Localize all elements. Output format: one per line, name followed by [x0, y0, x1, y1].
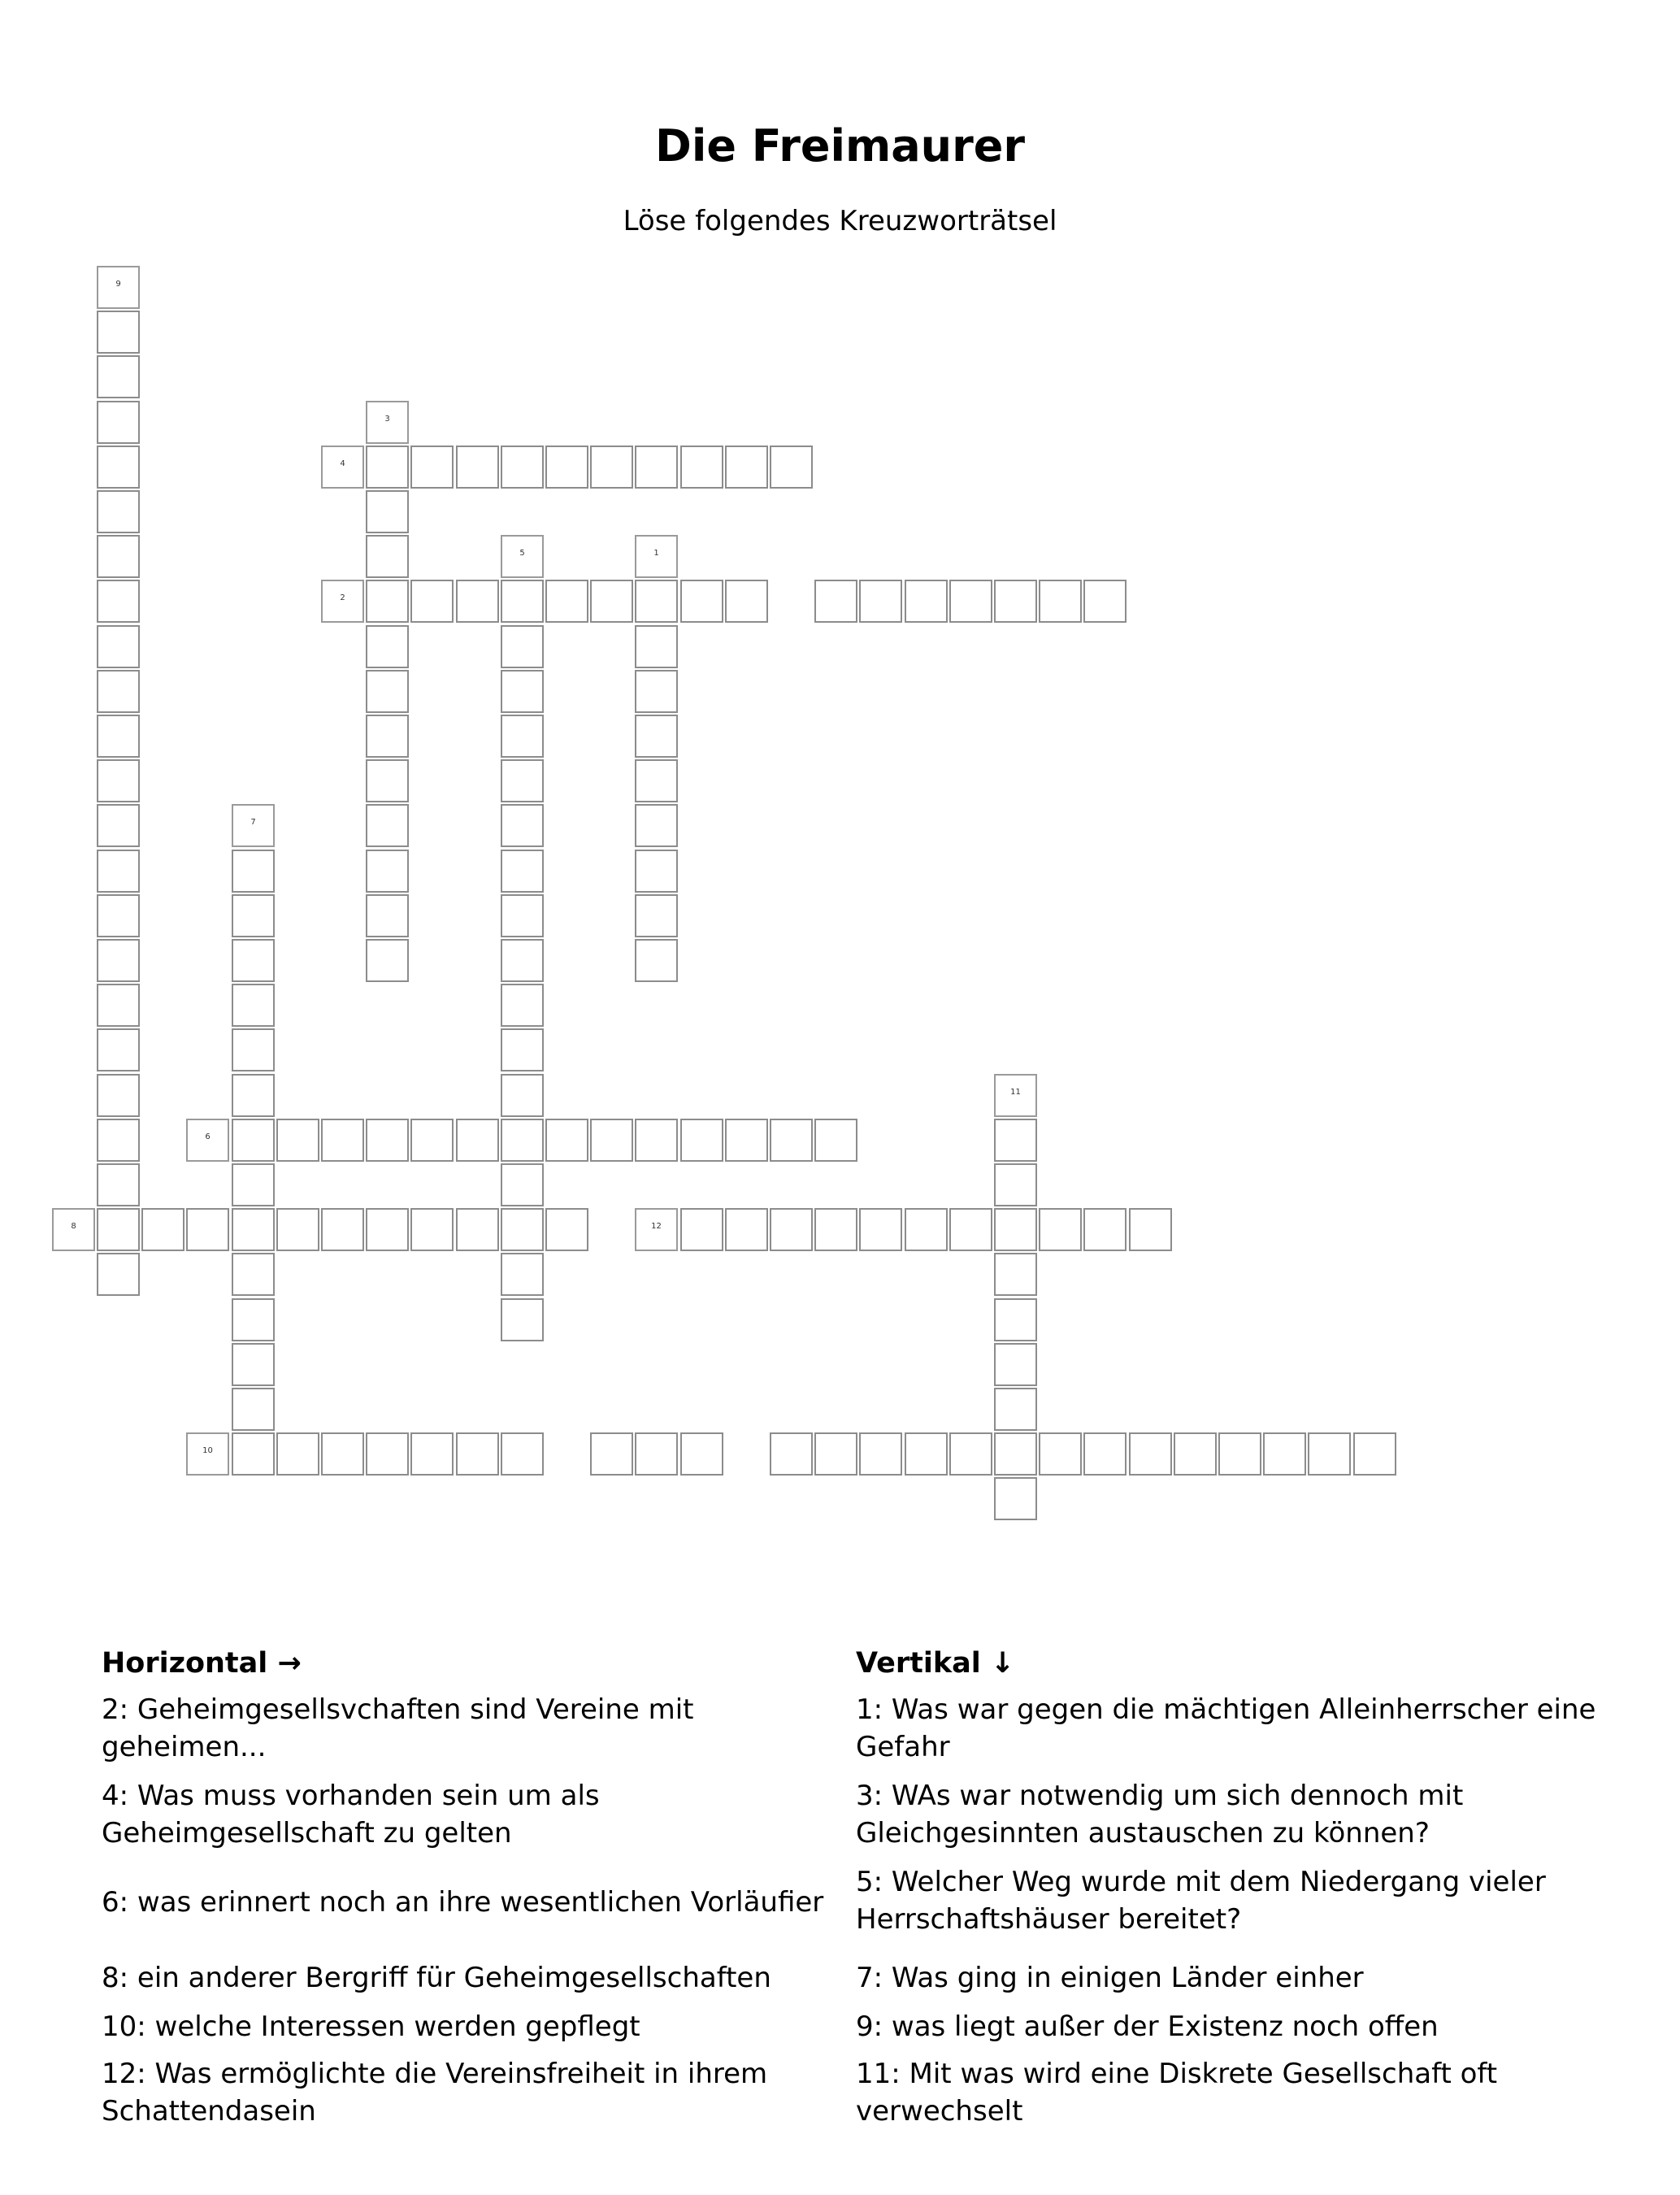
clue-number: 9	[115, 280, 121, 289]
crossword-cell[interactable]	[1129, 1208, 1172, 1251]
clue-across-2: 2: Geheimgesellsvchaften sind Vereine mit geheimen...	[102, 1693, 694, 1763]
crossword-cell[interactable]	[635, 759, 678, 802]
crossword-cell[interactable]	[366, 804, 409, 847]
crossword-cell[interactable]	[276, 1119, 319, 1162]
crossword-cell[interactable]	[994, 1298, 1037, 1341]
crossword-cell[interactable]	[366, 580, 409, 623]
crossword-cell[interactable]	[814, 580, 857, 623]
crossword-cell[interactable]	[814, 1208, 857, 1251]
crossword-cell[interactable]	[321, 1208, 364, 1251]
crossword-cell[interactable]	[366, 1119, 409, 1162]
crossword-cell[interactable]	[635, 850, 678, 893]
clue-number-cell	[635, 1208, 678, 1251]
crossword-cell[interactable]	[232, 894, 275, 937]
horizontal-heading: Horizontal →	[102, 1647, 302, 1680]
crossword-cell[interactable]	[97, 715, 140, 758]
crossword-cell[interactable]	[366, 670, 409, 713]
crossword-cell[interactable]	[97, 446, 140, 489]
crossword-cell[interactable]	[456, 446, 499, 489]
crossword-cell[interactable]	[725, 1119, 768, 1162]
crossword-cell[interactable]	[680, 1432, 723, 1476]
crossword-cell[interactable]	[635, 939, 678, 982]
crossword-cell[interactable]	[97, 1208, 140, 1251]
vertical-heading: Vertikal ↓	[856, 1647, 1015, 1680]
clue-across-6: 6: was erinnert noch an ihre wesentlichen Vorläufier	[102, 1886, 824, 1919]
clue-down-9: 9: was liegt außer der Existenz noch offen	[856, 2010, 1439, 2043]
crossword-cell[interactable]	[949, 580, 992, 623]
crossword-cell[interactable]	[97, 850, 140, 893]
crossword-cell[interactable]	[680, 446, 723, 489]
crossword-cell[interactable]	[994, 1477, 1037, 1520]
clue-number-cell	[321, 580, 364, 623]
crossword-cell[interactable]	[97, 1028, 140, 1071]
crossword-cell[interactable]	[545, 1208, 588, 1251]
crossword-cell[interactable]	[1039, 1208, 1082, 1251]
crossword-cell[interactable]	[366, 625, 409, 668]
clue-number-cell	[366, 401, 409, 444]
crossword-cell[interactable]	[1308, 1432, 1351, 1476]
crossword-cell[interactable]	[97, 401, 140, 444]
crossword-cell[interactable]	[501, 1163, 544, 1206]
crossword-cell[interactable]	[1083, 1208, 1127, 1251]
clue-number: 12	[651, 1222, 662, 1231]
clue-down-3: 3: WAs war notwendig um sich dennoch mit Gleichgesinnten austauschen zu können?	[856, 1780, 1464, 1849]
crossword-cell[interactable]	[97, 939, 140, 982]
crossword-cell[interactable]	[366, 1432, 409, 1476]
page-subtitle: Löse folgendes Kreuzworträtsel	[623, 205, 1057, 237]
crossword-cell[interactable]	[501, 1253, 544, 1296]
crossword-cell[interactable]	[770, 446, 813, 489]
crossword-cell[interactable]	[905, 1432, 948, 1476]
crossword-cell[interactable]	[97, 1074, 140, 1117]
crossword-cell[interactable]	[1218, 1432, 1261, 1476]
crossword-cell[interactable]	[321, 1432, 364, 1476]
crossword-cell[interactable]	[770, 1119, 813, 1162]
crossword-cell[interactable]	[725, 446, 768, 489]
crossword-cell[interactable]	[949, 1432, 992, 1476]
crossword-cell[interactable]	[97, 670, 140, 713]
crossword-cell[interactable]	[680, 1119, 723, 1162]
page-title: Die Freimaurer	[655, 120, 1025, 172]
clue-number-cell	[994, 1074, 1037, 1117]
crossword-cell[interactable]	[410, 446, 454, 489]
crossword-cell[interactable]	[366, 939, 409, 982]
clue-number: 1	[653, 549, 659, 558]
crossword-cell[interactable]	[501, 1208, 544, 1251]
crossword-cell[interactable]	[366, 1208, 409, 1251]
crossword-cell[interactable]	[545, 580, 588, 623]
crossword-cell[interactable]	[635, 894, 678, 937]
clue-number: 4	[340, 459, 345, 468]
crossword-cell[interactable]	[680, 580, 723, 623]
crossword-cell[interactable]	[725, 1208, 768, 1251]
clue-across-4: 4: Was muss vorhanden sein um als Geheimgesellschaft zu gelten	[102, 1780, 600, 1849]
crossword-cell[interactable]	[410, 1432, 454, 1476]
crossword-cell[interactable]	[635, 804, 678, 847]
crossword-cell[interactable]	[994, 1388, 1037, 1431]
clue-number: 10	[202, 1446, 213, 1455]
crossword-cell[interactable]	[635, 446, 678, 489]
crossword-cell[interactable]	[905, 580, 948, 623]
clue-down-5: 5: Welcher Weg wurde mit dem Niedergang vieler Herrschaftshäuser bereitet?	[856, 1866, 1546, 1936]
crossword-cell[interactable]	[501, 446, 544, 489]
vertical-clues	[856, 1642, 1604, 2128]
crossword-cell[interactable]	[501, 580, 544, 623]
crossword-cell[interactable]	[859, 1432, 902, 1476]
clue-down-11: 11: Mit was wird eine Diskrete Gesellschaft oft verwechselt	[856, 2058, 1498, 2128]
crossword-cell[interactable]	[994, 1432, 1037, 1476]
crossword-cell[interactable]	[814, 1432, 857, 1476]
crossword-cell[interactable]	[410, 1208, 454, 1251]
crossword-cell[interactable]	[635, 625, 678, 668]
crossword-cell[interactable]	[501, 1074, 544, 1117]
crossword-cell[interactable]	[97, 804, 140, 847]
clue-across-8: 8: ein anderer Bergriff für Geheimgesellschaften	[102, 1962, 771, 1994]
crossword-cell[interactable]	[590, 1119, 633, 1162]
crossword-cell[interactable]	[410, 1119, 454, 1162]
crossword-cell[interactable]	[680, 1208, 723, 1251]
crossword-cell[interactable]	[366, 759, 409, 802]
crossword-cell[interactable]	[905, 1208, 948, 1251]
crossword-cell[interactable]	[501, 894, 544, 937]
clue-number: 5	[519, 549, 525, 558]
crossword-cell[interactable]	[859, 580, 902, 623]
clue-down-7: 7: Was ging in einigen Länder einher	[856, 1962, 1364, 1994]
crossword-cell[interactable]	[456, 1208, 499, 1251]
crossword-cell[interactable]	[276, 1208, 319, 1251]
crossword-cell[interactable]	[949, 1208, 992, 1251]
crossword-cell[interactable]	[97, 1253, 140, 1296]
crossword-cell[interactable]	[97, 625, 140, 668]
crossword-cell[interactable]	[501, 939, 544, 982]
crossword-cell[interactable]	[97, 355, 140, 398]
clue-down-1: 1: Was war gegen die mächtigen Alleinherrscher eine Gefahr	[856, 1693, 1596, 1763]
clue-number: 8	[71, 1222, 76, 1231]
crossword-cell[interactable]	[590, 1432, 633, 1476]
clue-number: 7	[250, 818, 256, 827]
crossword-cell[interactable]	[97, 984, 140, 1027]
crossword-cell[interactable]	[232, 1028, 275, 1071]
clue-number-cell	[321, 446, 364, 489]
horizontal-clues	[102, 1642, 849, 2128]
crossword-cell[interactable]	[545, 1119, 588, 1162]
clue-across-12: 12: Was ermöglichte die Vereinsfreiheit in ihrem Schattendasein	[102, 2058, 768, 2128]
crossword-cell[interactable]	[501, 804, 544, 847]
crossword-cell[interactable]	[232, 1388, 275, 1431]
crossword-cell[interactable]	[501, 850, 544, 893]
clue-number-cell	[501, 535, 544, 578]
crossword-cell[interactable]	[635, 1119, 678, 1162]
crossword-cell[interactable]	[1039, 1432, 1082, 1476]
crossword-cell[interactable]	[501, 1298, 544, 1341]
crossword-cell[interactable]	[232, 1343, 275, 1386]
crossword-cell[interactable]	[232, 1432, 275, 1476]
crossword-cell[interactable]	[232, 1253, 275, 1296]
crossword-cell[interactable]	[141, 1208, 184, 1251]
crossword-cell[interactable]	[501, 759, 544, 802]
crossword-cell[interactable]	[994, 1343, 1037, 1386]
crossword-cell[interactable]	[232, 939, 275, 982]
crossword-cell[interactable]	[366, 490, 409, 533]
clue-number-cell	[52, 1208, 95, 1251]
crossword-cell[interactable]	[1083, 1432, 1127, 1476]
crossword-cell[interactable]	[366, 715, 409, 758]
crossword-cell[interactable]	[501, 715, 544, 758]
crossword-cell[interactable]	[994, 1253, 1037, 1296]
clue-number-cell	[97, 266, 140, 309]
crossword-cell[interactable]	[635, 670, 678, 713]
crossword-cell[interactable]	[232, 850, 275, 893]
clue-number-cell	[186, 1432, 229, 1476]
crossword-cell[interactable]	[97, 1119, 140, 1162]
crossword-cell[interactable]	[97, 535, 140, 578]
crossword-cell[interactable]	[1129, 1432, 1172, 1476]
crossword-cell[interactable]	[994, 1163, 1037, 1206]
crossword-cell[interactable]	[97, 759, 140, 802]
crossword-cell[interactable]	[232, 1298, 275, 1341]
crossword-cell[interactable]	[276, 1432, 319, 1476]
crossword-cell[interactable]	[545, 446, 588, 489]
clue-across-10: 10: welche Interessen werden gepflegt	[102, 2010, 640, 2043]
crossword-cell[interactable]	[410, 580, 454, 623]
crossword-cell[interactable]	[232, 1163, 275, 1206]
crossword-cell[interactable]	[635, 715, 678, 758]
clue-number-cell	[186, 1119, 229, 1162]
crossword-cell[interactable]	[590, 446, 633, 489]
crossword-cell[interactable]	[97, 1163, 140, 1206]
crossword-cell[interactable]	[456, 1119, 499, 1162]
crossword-cell[interactable]	[1174, 1432, 1217, 1476]
crossword-cell[interactable]	[501, 670, 544, 713]
crossword-cell[interactable]	[366, 446, 409, 489]
crossword-cell[interactable]	[501, 984, 544, 1027]
crossword-cell[interactable]	[994, 1208, 1037, 1251]
crossword-cell[interactable]	[97, 311, 140, 354]
crossword-cell[interactable]	[770, 1432, 813, 1476]
crossword-cell[interactable]	[232, 1074, 275, 1117]
crossword-cell[interactable]	[635, 1432, 678, 1476]
crossword-cell[interactable]	[97, 490, 140, 533]
crossword-cell[interactable]	[859, 1208, 902, 1251]
crossword-cell[interactable]	[501, 1432, 544, 1476]
clue-number: 11	[1010, 1088, 1021, 1097]
crossword-cell[interactable]	[456, 580, 499, 623]
crossword-cell[interactable]	[1083, 580, 1127, 623]
crossword-cell[interactable]	[186, 1208, 229, 1251]
crossword-cell[interactable]	[232, 1119, 275, 1162]
crossword-cell[interactable]	[590, 580, 633, 623]
crossword-cell[interactable]	[97, 580, 140, 623]
clue-number: 6	[205, 1132, 211, 1141]
clue-number-cell	[635, 535, 678, 578]
crossword-cell[interactable]	[366, 535, 409, 578]
crossword-cell[interactable]	[994, 580, 1037, 623]
crossword-cell[interactable]	[366, 894, 409, 937]
crossword-cell[interactable]	[725, 580, 768, 623]
crossword-cell[interactable]	[321, 1119, 364, 1162]
crossword-cell[interactable]	[814, 1119, 857, 1162]
crossword-cell[interactable]	[366, 850, 409, 893]
crossword-cell[interactable]	[232, 984, 275, 1027]
crossword-cell[interactable]	[1353, 1432, 1396, 1476]
crossword-cell[interactable]	[97, 894, 140, 937]
clue-number: 3	[384, 415, 390, 424]
crossword-cell[interactable]	[501, 1028, 544, 1071]
crossword-cell[interactable]	[456, 1432, 499, 1476]
crossword-cell[interactable]	[501, 1119, 544, 1162]
crossword-cell[interactable]	[232, 1208, 275, 1251]
crossword-cell[interactable]	[1039, 580, 1082, 623]
clue-number-cell	[232, 804, 275, 847]
clue-number: 2	[340, 593, 345, 602]
crossword-cell[interactable]	[1263, 1432, 1306, 1476]
crossword-cell[interactable]	[501, 625, 544, 668]
crossword-cell[interactable]	[635, 580, 678, 623]
crossword-cell[interactable]	[994, 1119, 1037, 1162]
crossword-cell[interactable]	[770, 1208, 813, 1251]
